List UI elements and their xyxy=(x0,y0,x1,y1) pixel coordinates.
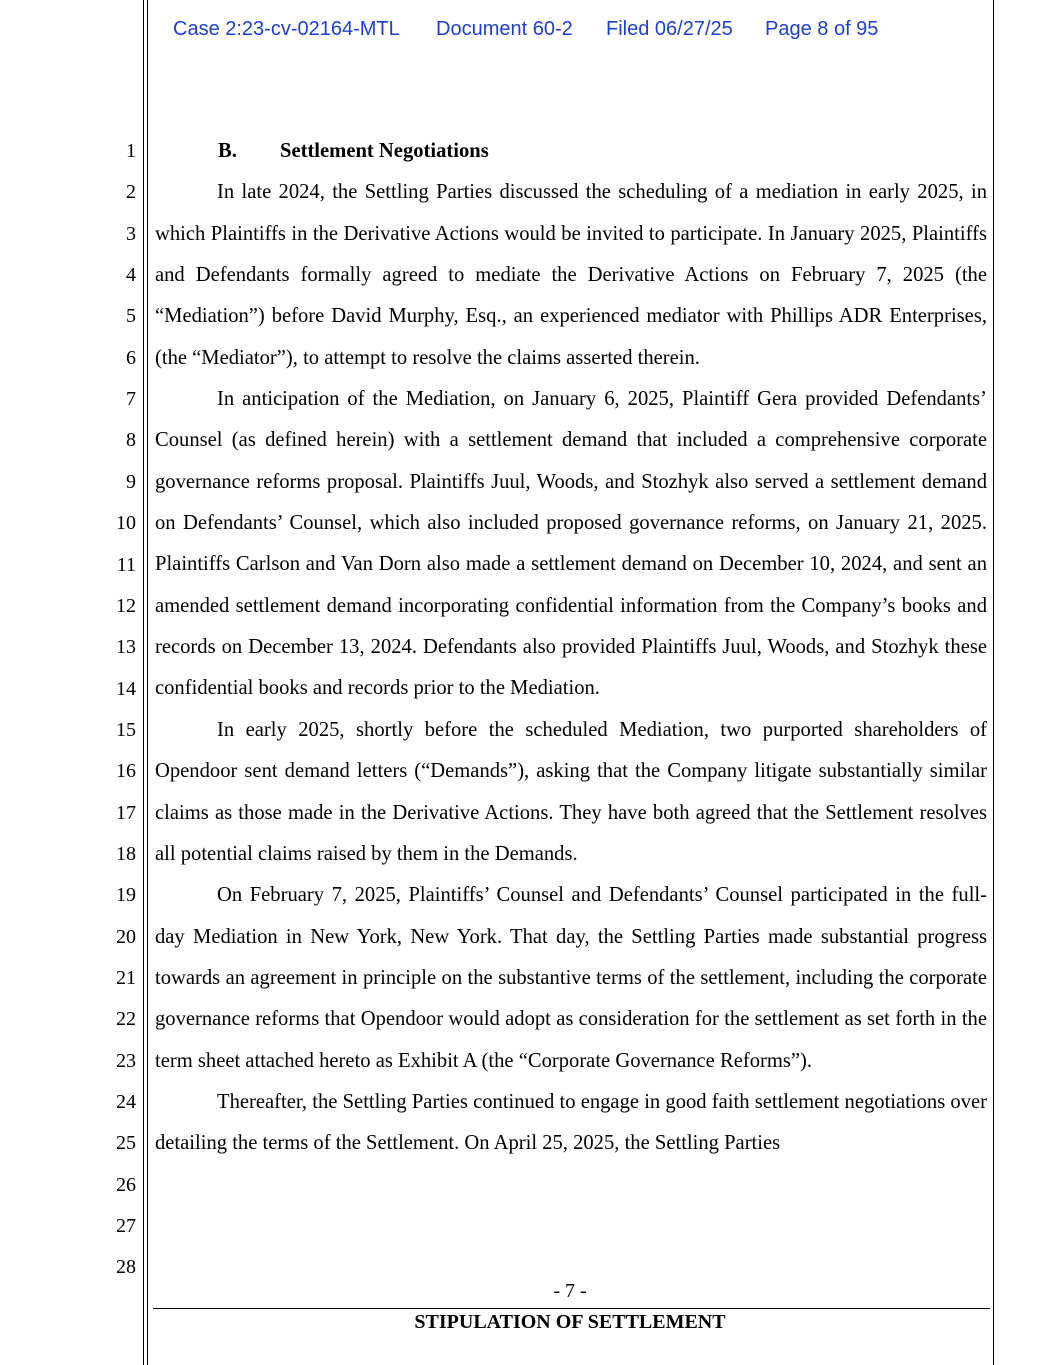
line-number: 13 xyxy=(116,636,136,659)
line-number: 14 xyxy=(116,677,136,700)
paragraph: On February 7, 2025, Plaintiffs’ Counsel and Defendants’ Counsel participated in the full-day Mediation in New York, New York. That day, the Settling Parties made substantial progress towards an agreement in principle on the substantive terms of the settlement, including the corporate governance reforms that Opendoor would adopt as consideration for the settlement as set forth in the term sheet attached hereto as Exhibit A (the “Corporate Governance Reforms”). xyxy=(155,884,987,1072)
line-number: 1 xyxy=(126,140,136,162)
line-number: 7 xyxy=(126,388,136,411)
left-margin-rule xyxy=(143,0,144,1365)
line-number: 21 xyxy=(116,967,136,989)
document-body xyxy=(155,131,987,1165)
line-number: 10 xyxy=(116,512,136,535)
line-number: 27 xyxy=(116,1215,136,1238)
filed-date: Filed 06/27/25 xyxy=(606,18,733,40)
line-number: 9 xyxy=(126,470,136,493)
right-margin-rule xyxy=(993,0,994,1365)
paragraph: Thereafter, the Settling Parties continued to engage in good faith settlement negotiations over detailing the terms of the Settlement. On April 25, 2025, the Settling Parties xyxy=(155,1090,987,1155)
line-number: 26 xyxy=(116,1173,136,1196)
line-number: 19 xyxy=(116,884,136,907)
line-number: 3 xyxy=(126,222,136,245)
paragraph: In early 2025, shortly before the scheduled Mediation, two purported shareholders of Opendoor sent demand letters (“Demands”), asking that the Company litigate substantially similar claims as those made in the Derivative Actions. They have both agreed that the Settlement resolves all potential claims raised by them in the Demands. xyxy=(155,718,987,865)
line-number: 6 xyxy=(126,346,136,369)
line-number: 28 xyxy=(116,1256,136,1279)
line-number: 12 xyxy=(116,594,136,617)
section-heading xyxy=(155,131,987,172)
line-number: 2 xyxy=(126,181,136,204)
line-number: 15 xyxy=(116,718,136,741)
line-number: 4 xyxy=(126,264,136,287)
section-title: Settlement Negotiations xyxy=(280,140,489,162)
line-number: 20 xyxy=(116,925,136,948)
line-number: 24 xyxy=(116,1091,136,1114)
line-number: 11 xyxy=(116,553,136,576)
footer-divider xyxy=(153,1308,990,1309)
line-number: 22 xyxy=(116,1008,136,1031)
footer-title: STIPULATION OF SETTLEMENT xyxy=(414,1311,726,1333)
document-number: Document 60-2 xyxy=(436,18,573,40)
line-number: 25 xyxy=(116,1132,136,1155)
line-number: 8 xyxy=(126,429,136,452)
case-number: Case 2:23-cv-02164-MTL xyxy=(173,18,400,40)
line-number: 17 xyxy=(116,801,136,824)
left-margin-rule-inner xyxy=(147,0,148,1365)
line-number: 18 xyxy=(116,842,136,865)
page-count: Page 8 of 95 xyxy=(765,18,879,40)
line-number: 5 xyxy=(126,305,136,328)
page-number: - 7 - xyxy=(553,1280,587,1302)
section-letter: B. xyxy=(218,140,237,162)
line-number: 23 xyxy=(116,1049,136,1072)
line-number: 16 xyxy=(116,760,136,783)
paragraph: In anticipation of the Mediation, on January 6, 2025, Plaintiff Gera provided Defendants’ Counsel (as defined herein) with a settlement demand that included a comprehensive corporate governance reforms proposal. Plaintiffs Juul, Woods, and Stozhyk also served a settlement demand on Defendants’ Counsel, which also included proposed governance reforms, on January 21, 2025. Plaintiffs Carlson and Van Dorn also made a settlement demand on December 10, 2024, and sent an amended settlement demand incorporating confidential information from the Company’s books and records on December 13, 2024. Defendants also provided Plaintiffs Juul, Woods, and Stozhyk these confidential books and records prior to the Mediation. xyxy=(155,388,987,700)
paragraph: In late 2024, the Settling Parties discussed the scheduling of a mediation in early 2025, in which Plaintiffs in the Derivative Actions would be invited to participate. In January 2025, Plaintiffs and Defendants formally agreed to mediate the Derivative Actions on February 7, 2025 (the “Mediation”) before David Murphy, Esq., an experienced mediator with Phillips ADR Enterprises, (the “Mediator”), to attempt to resolve the claims asserted therein. xyxy=(155,181,987,369)
